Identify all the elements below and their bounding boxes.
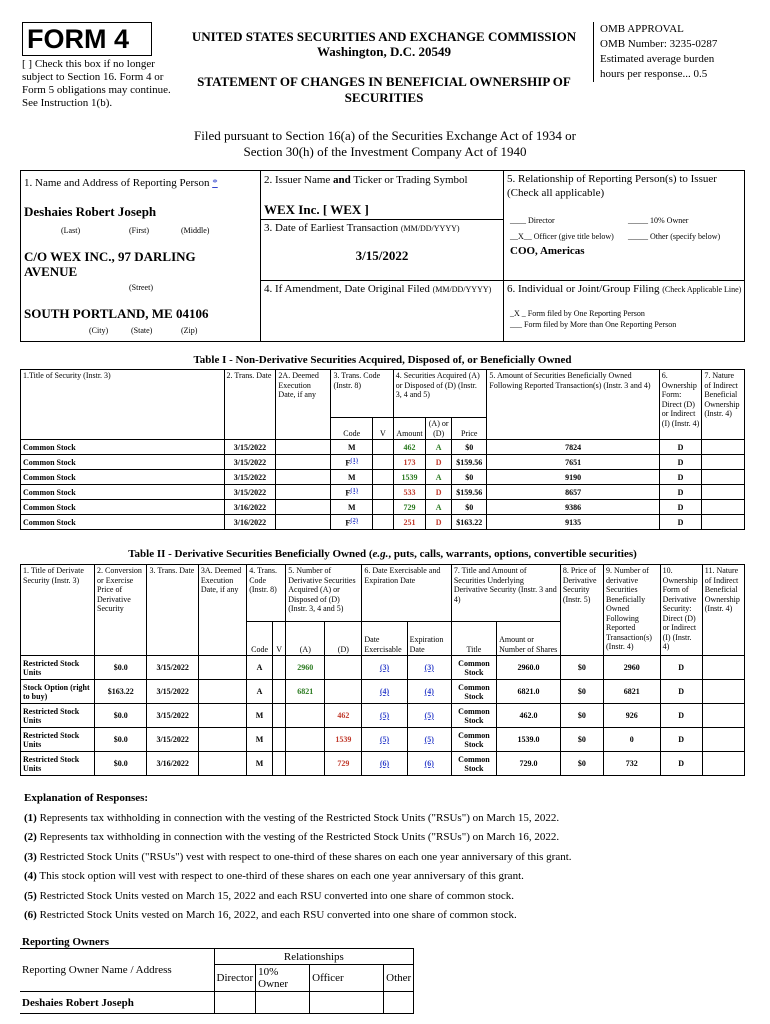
ro-ten: 10% Owner [256, 965, 310, 992]
t1-h-securities: 4. Securities Acquired (A) or Disposed of (D) (Instr. 3, 4 and 5) [393, 370, 487, 418]
t2-acquired: 2960 [286, 656, 325, 680]
t1-deemed-date [276, 455, 331, 470]
explanation-num: (6) [24, 908, 37, 921]
t2-h-code: 4. Trans. Code (Instr. 8) [247, 565, 286, 622]
t2-nature [702, 728, 744, 752]
t2-expiration [407, 680, 451, 704]
t1-h-title: 1.Title of Security (Instr. 3) [21, 370, 225, 440]
t2-v [272, 656, 285, 680]
t1-ownership-form: D [659, 440, 702, 455]
sec-city: Washington, D.C. 20549 [317, 44, 451, 59]
t2-deemed-date [198, 704, 246, 728]
t2-owned: 926 [604, 704, 661, 728]
t2-nature [702, 656, 744, 680]
t2-v [272, 728, 285, 752]
t2-trans-code: M [247, 704, 273, 728]
t1-owned: 9135 [487, 515, 659, 530]
see-instruction: See Instruction 1(b). [22, 97, 113, 109]
t2-h-a: (A) [286, 622, 325, 656]
rel-director[interactable]: ____ Director [510, 216, 555, 225]
t1-trans-date: 3/15/2022 [224, 455, 276, 470]
rel-other[interactable]: _____ Other (specify below) [628, 232, 721, 241]
table1 [20, 369, 745, 530]
t1-row [21, 455, 745, 470]
check-box-text[interactable]: [ ] Check this box if no longer subject to Section 16. Form 4 or Form 5 obligations may continue. See Instruction 1(b). [22, 58, 171, 109]
t2-row [21, 656, 745, 680]
label-state: (State) [131, 326, 153, 335]
t1-trans-code: $F^{(1)}$ [331, 485, 373, 500]
t2-trans-date: 3/15/2022 [147, 704, 198, 728]
t1-nature [702, 440, 745, 455]
label-middle: (Middle) [181, 226, 210, 235]
t1-price: $159.56 [452, 485, 487, 500]
t2-underlying-shares: 1539.0 [497, 728, 561, 752]
box6-label: 6. Individual or Joint/Group Filing (Check Applicable Line) [507, 283, 742, 295]
filed-pursuant: Filed pursuant to Section 16(a) of the Securities Exchange Act of 1934 or Section 30(h) of the Investment Company Act of 1940 [194, 128, 576, 159]
t2-trans-code: M [247, 728, 273, 752]
t2-h-date: 3. Trans. Date [147, 565, 198, 656]
t2-nature [702, 704, 744, 728]
box5-relationship [504, 171, 744, 281]
t1-row [21, 485, 745, 500]
t1-v [372, 515, 393, 530]
t2-h-ttl: Title [451, 622, 496, 656]
t1-a-or-d: D [426, 455, 452, 470]
t1-v [372, 440, 393, 455]
t1-deemed-date [276, 500, 331, 515]
reporting-address: C/O WEX INC., 97 DARLING AVENUE [24, 249, 196, 279]
t2-expiration [407, 656, 451, 680]
t1-owned: 9386 [487, 500, 659, 515]
t2-h-form: 10. Ownership Form of Derivative Security: Direct (D) or Indirect (I) (Instr. 4) [660, 565, 702, 656]
ro-owner-name: Deshaies Robert Joseph [20, 992, 214, 1014]
t2-date-exercisable [362, 680, 407, 704]
t2-body [21, 656, 745, 776]
explanation-title: Explanation of Responses: [24, 792, 149, 804]
t1-v [372, 485, 393, 500]
ro-name-col: Reporting Owner Name / Address [20, 949, 214, 992]
t1-h-form: 6. Ownership Form: Direct (D) or Indirect (I) (Instr. 4) [659, 370, 702, 440]
t2-exp-footnote-link[interactable]: (6) [424, 759, 434, 768]
t2-h-code-sub: Code [247, 622, 273, 656]
explanation-item [24, 831, 744, 850]
t1-trans-code: $F^{(2)}$ [331, 515, 373, 530]
box6-filing [504, 281, 744, 341]
box3-label: 3. Date of Earliest Transaction (MM/DD/YYYY) [264, 222, 460, 234]
t2-ex-footnote-link[interactable]: (3) [379, 663, 390, 672]
explanation-list [24, 812, 744, 928]
t2-row [21, 680, 745, 704]
t2-exp-footnote-link[interactable]: (3) [424, 663, 434, 672]
t2-ownership-form: D [660, 656, 702, 680]
t2-conversion-price: $0.0 [95, 752, 147, 776]
t2-expiration [407, 752, 451, 776]
t2-row [21, 704, 745, 728]
t2-security-title: Stock Option (right to buy) [21, 680, 95, 704]
t2-h-amt: Amount or Number of Shares [497, 622, 561, 656]
t1-trans-date: 3/15/2022 [224, 470, 276, 485]
t2-conversion-price: $0.0 [95, 656, 147, 680]
t2-h-underlying: 7. Title and Amount of Securities Underlying Derivative Security (Instr. 3 and 4) [451, 565, 560, 622]
t2-owned: 6821 [604, 680, 661, 704]
t1-owned: 8657 [487, 485, 659, 500]
explanation-num: (3) [24, 850, 37, 863]
t1-a-or-d: A [426, 470, 452, 485]
t1-deemed-date [276, 485, 331, 500]
t2-trans-code: A [247, 656, 273, 680]
t2-underlying-shares: 2960.0 [497, 656, 561, 680]
t2-ownership-form: D [660, 728, 702, 752]
t2-acquired [286, 728, 325, 752]
t1-trans-code: $F^{(1)}$ [331, 455, 373, 470]
box4-label: 4. If Amendment, Date Original Filed (MM/DD/YYYY) [264, 283, 492, 295]
t1-h-amount: Amount [393, 418, 425, 440]
t2-owned: 0 [604, 728, 661, 752]
t2-price: $0 [560, 728, 603, 752]
t2-trans-date: 3/15/2022 [147, 728, 198, 752]
t2-h-nature: 11. Nature of Indirect Beneficial Ownership (Instr. 4) [702, 565, 744, 656]
t1-deemed-date [276, 470, 331, 485]
t2-deemed-date [198, 728, 246, 752]
t1-row [21, 470, 745, 485]
t2-expiration [407, 704, 451, 728]
t1-price: $0 [452, 470, 487, 485]
t1-ownership-form: D [659, 470, 702, 485]
t1-amount: 462 [393, 440, 425, 455]
t1-deemed-date [276, 440, 331, 455]
omb-box [593, 22, 755, 82]
t2-price: $0 [560, 680, 603, 704]
t2-h-price: 8. Price of Derivative Security (Instr. 5) [560, 565, 603, 656]
t1-price: $163.22 [452, 515, 487, 530]
t2-ownership-form: D [660, 752, 702, 776]
box2-issuer [261, 171, 504, 220]
t2-deemed-date [198, 752, 246, 776]
t1-price: $159.56 [452, 455, 487, 470]
explanation-item [24, 890, 744, 909]
t2-price: $0 [560, 752, 603, 776]
explanation-num: (1) [24, 812, 37, 824]
t1-nature [702, 500, 745, 515]
t1-h-price: Price [452, 418, 487, 440]
t2-date-exercisable [362, 656, 407, 680]
t2-underlying-title: Common Stock [451, 704, 496, 728]
box2-label: 2. Issuer Name and Ticker or Trading Symbol [264, 174, 468, 186]
t2-v [272, 752, 285, 776]
t1-trans-date: 3/16/2022 [224, 515, 276, 530]
t1-a-or-d: A [426, 440, 452, 455]
t1-h-date: 2. Trans. Date [224, 370, 276, 440]
t2-h-v: V [272, 622, 285, 656]
table2-title: Table II - Derivative Securities Beneficially Owned (e.g., puts, calls, warrants, options, convertible securities) [128, 548, 637, 560]
t2-exp-footnote-link[interactable]: (5) [424, 735, 434, 744]
t2-conversion-price: $0.0 [95, 728, 147, 752]
t2-expiration [407, 728, 451, 752]
explanation-num: (2) [24, 831, 37, 844]
reporting-info-grid [20, 170, 745, 342]
t1-ownership-form: D [659, 485, 702, 500]
t2-v [272, 704, 285, 728]
omb-number: OMB Number: 3235-0287 [600, 38, 718, 50]
t2-ex-footnote-link[interactable]: (6) [379, 759, 390, 768]
t2-acquired [286, 704, 325, 728]
t2-underlying-shares: 729.0 [497, 752, 561, 776]
t1-h-v: V [372, 418, 393, 440]
rel-ten-percent[interactable]: _____ 10% Owner [628, 216, 689, 225]
t2-owned: 732 [604, 752, 661, 776]
explanation-text: This stock option will vest with respect to one-third of these shares on each one year anniversary of this grant. [39, 870, 524, 883]
t2-conversion-price: $0.0 [95, 704, 147, 728]
t2-v [272, 680, 285, 704]
filing-more-persons[interactable]: ___ Form filed by More than One Reporting Person [510, 320, 677, 329]
t2-exp-footnote-link[interactable]: (5) [424, 711, 434, 720]
t2-ex-footnote-link[interactable]: (5) [379, 735, 390, 744]
t2-nature [702, 680, 744, 704]
t2-acquired: 6821 [286, 680, 325, 704]
reporting-owners-table [20, 948, 414, 1014]
box3-earliest-date [261, 220, 504, 281]
t1-a-or-d: A [426, 500, 452, 515]
t2-h-exp: Expiration Date [407, 622, 451, 656]
t1-footnote-link[interactable]: (1) [350, 486, 359, 494]
filing-one-person[interactable]: _X _ Form filed by One Reporting Person [510, 309, 645, 318]
t2-nature [702, 752, 744, 776]
t1-row [21, 440, 745, 455]
form-title: FORM 4 [27, 24, 130, 54]
t1-security-title: Common Stock [21, 515, 225, 530]
t1-owned: 7651 [487, 455, 659, 470]
t1-amount: 729 [393, 500, 425, 515]
t1-nature [702, 470, 745, 485]
issuer-name-ticker: WEX Inc. [ WEX ] [264, 202, 369, 217]
t2-h-date-ex: Date Exercisable [362, 622, 407, 656]
t1-footnote-link[interactable]: (2) [350, 516, 359, 524]
t2-security-title: Restricted Stock Units [21, 728, 95, 752]
omb-hours: hours per response... 0.5 [600, 68, 708, 80]
t2-date-exercisable [362, 704, 407, 728]
t2-ownership-form: D [660, 704, 702, 728]
explanation-num: (5) [24, 889, 37, 902]
explanation-item [24, 909, 744, 928]
t1-security-title: Common Stock [21, 455, 225, 470]
earliest-transaction-date: 3/15/2022 [355, 248, 409, 263]
t2-ex-footnote-link[interactable]: (5) [379, 711, 390, 720]
t1-owned: 7824 [487, 440, 659, 455]
explanation-text: Restricted Stock Units vested on March 16, 2022, and each RSU converted into one share of common stock. [39, 908, 517, 921]
t1-amount: 173 [393, 455, 425, 470]
ro-other: Other [384, 965, 414, 992]
t2-h-title: 1. Title of Derivate Security (Instr. 3) [21, 565, 95, 656]
t1-price: $0 [452, 440, 487, 455]
t2-disposed: 1539 [325, 728, 362, 752]
ro-director: Director [214, 965, 256, 992]
t1-amount: 1539 [393, 470, 425, 485]
t2-trans-date: 3/16/2022 [147, 752, 198, 776]
t2-h-owned: 9. Number of derivative Securities Beneficially Owned Following Reported Transaction(s) (Instr. 4) [604, 565, 661, 656]
t1-trans-date: 3/15/2022 [224, 485, 276, 500]
t2-h-number: 5. Number of Derivative Securities Acquired (A) or Disposed of (D) (Instr. 3, 4 and 5) [286, 565, 362, 622]
box1-name-address [21, 171, 261, 341]
t1-security-title: Common Stock [21, 485, 225, 500]
t1-row [21, 500, 745, 515]
t2-deemed-date [198, 656, 246, 680]
t2-underlying-title: Common Stock [451, 728, 496, 752]
t1-ownership-form: D [659, 455, 702, 470]
t1-h-code: 3. Trans. Code (Instr. 8) [331, 370, 393, 418]
t2-underlying-title: Common Stock [451, 752, 496, 776]
label-first: (First) [129, 226, 149, 235]
t2-price: $0 [560, 656, 603, 680]
t2-price: $0 [560, 704, 603, 728]
reporting-city-state-zip: SOUTH PORTLAND, ME 04106 [24, 306, 209, 321]
t1-amount: 251 [393, 515, 425, 530]
t1-trans-code: M [331, 440, 373, 455]
t1-ownership-form: D [659, 515, 702, 530]
omb-approval: OMB APPROVAL [600, 23, 684, 35]
t1-a-or-d: D [426, 485, 452, 500]
explanation-text: Represents tax withholding in connection with the vesting of the Restricted Stock Units ("RSUs") on March 16, 2022. [39, 831, 560, 844]
t1-owned: 9190 [487, 470, 659, 485]
t2-security-title: Restricted Stock Units [21, 656, 95, 680]
t1-a-or-d: D [426, 515, 452, 530]
t2-exp-footnote-link[interactable]: (4) [424, 687, 434, 696]
t2-trans-code: M [247, 752, 273, 776]
statement-title: STATEMENT OF CHANGES IN BENEFICIAL OWNERSHIP OF SECURITIES [197, 74, 571, 105]
t2-h-deemed: 3A. Deemed Execution Date, if any [198, 565, 246, 656]
t1-trans-date: 3/16/2022 [224, 500, 276, 515]
t2-underlying-title: Common Stock [451, 680, 496, 704]
explanation-text: Represents tax withholding in connection with the vesting of the Restricted Stock Units ("RSUs") on March 15, 2022. [39, 812, 560, 824]
t1-h-owned: 5. Amount of Securities Beneficially Owned Following Reported Transaction(s) (Instr. 3 and 4) [487, 370, 659, 440]
t1-h-deemed: 2A. Deemed Execution Date, if any [276, 370, 331, 440]
box1-star-link[interactable]: * [212, 177, 218, 189]
t1-nature [702, 485, 745, 500]
explanation-item [24, 812, 744, 831]
t2-ex-footnote-link[interactable]: (4) [379, 687, 390, 696]
t2-trans-code: A [247, 680, 273, 704]
table1-title: Table I - Non-Derivative Securities Acquired, Disposed of, or Beneficially Owned [193, 354, 572, 366]
t2-deemed-date [198, 680, 246, 704]
box4-amendment [261, 281, 504, 341]
t2-security-title: Restricted Stock Units [21, 752, 95, 776]
t2-disposed [325, 656, 362, 680]
form-title-box [22, 22, 152, 56]
t2-owned: 2960 [604, 656, 661, 680]
t1-body [21, 440, 745, 530]
t2-trans-date: 3/15/2022 [147, 680, 198, 704]
t1-h-nature: 7. Nature of Indirect Beneficial Ownership (Instr. 4) [702, 370, 745, 440]
t1-v [372, 500, 393, 515]
t1-security-title: Common Stock [21, 440, 225, 455]
t1-deemed-date [276, 515, 331, 530]
ro-officer: Officer [310, 965, 384, 992]
sec-name: UNITED STATES SECURITIES AND EXCHANGE COMMISSION [191, 29, 577, 44]
t2-security-title: Restricted Stock Units [21, 704, 95, 728]
t2-h-conv: 2. Conversion or Exercise Price of Derivative Security [95, 565, 147, 656]
omb-burden: Estimated average burden [600, 53, 715, 65]
t1-nature [702, 515, 745, 530]
t1-ownership-form: D [659, 500, 702, 515]
label-city: (City) [89, 326, 109, 335]
t2-acquired [286, 752, 325, 776]
t2-ownership-form: D [660, 680, 702, 704]
t2-underlying-shares: 6821.0 [497, 680, 561, 704]
officer-title: COO, Americas [510, 245, 585, 257]
t2-row [21, 728, 745, 752]
box5-check: (Check all applicable) [507, 187, 605, 199]
t2-underlying-shares: 462.0 [497, 704, 561, 728]
table2 [20, 564, 745, 776]
t2-h-d: (D) [325, 622, 362, 656]
box1-label: 1. Name and Address of Reporting Person * [24, 177, 218, 189]
t1-trans-code: M [331, 470, 373, 485]
reporting-person-name: Deshaies Robert Joseph [24, 204, 157, 219]
explanation-item [24, 851, 744, 870]
t1-trans-code: M [331, 500, 373, 515]
t2-disposed [325, 680, 362, 704]
t2-disposed: 729 [325, 752, 362, 776]
explanation-text: Restricted Stock Units ("RSUs") vest with respect to one-third of these shares on each one year anniversary of this grant. [39, 850, 572, 863]
t1-v [372, 470, 393, 485]
reporting-owners-title: Reporting Owners [22, 936, 110, 948]
ro-relationships: Relationships [214, 949, 414, 965]
rel-officer[interactable]: __X__ Officer (give title below) [510, 232, 614, 241]
t2-trans-date: 3/15/2022 [147, 656, 198, 680]
explanation-item [24, 870, 744, 889]
t1-security-title: Common Stock [21, 500, 225, 515]
t2-conversion-price: $163.22 [95, 680, 147, 704]
t1-trans-date: 3/15/2022 [224, 440, 276, 455]
t2-date-exercisable [362, 728, 407, 752]
t1-amount: 533 [393, 485, 425, 500]
t1-row [21, 515, 745, 530]
t1-security-title: Common Stock [21, 470, 225, 485]
t1-v [372, 455, 393, 470]
label-last: (Last) [61, 226, 81, 235]
t2-row [21, 752, 745, 776]
t1-price: $0 [452, 500, 487, 515]
label-street: (Street) [129, 283, 153, 292]
t2-disposed: 462 [325, 704, 362, 728]
box5-label: 5. Relationship of Reporting Person(s) to Issuer [507, 173, 717, 185]
t1-h-aord: (A) or (D) [426, 418, 452, 440]
t1-h-code-sub: Code [331, 418, 373, 440]
t2-h-exercisable: 6. Date Exercisable and Expiration Date [362, 565, 451, 622]
explanation-num: (4) [24, 870, 37, 883]
t1-footnote-link[interactable]: (1) [350, 456, 359, 464]
t2-underlying-title: Common Stock [451, 656, 496, 680]
t1-nature [702, 455, 745, 470]
label-zip: (Zip) [181, 326, 198, 335]
explanation-text: Restricted Stock Units vested on March 15, 2022 and each RSU converted into one share of common stock. [39, 889, 515, 902]
t2-date-exercisable [362, 752, 407, 776]
